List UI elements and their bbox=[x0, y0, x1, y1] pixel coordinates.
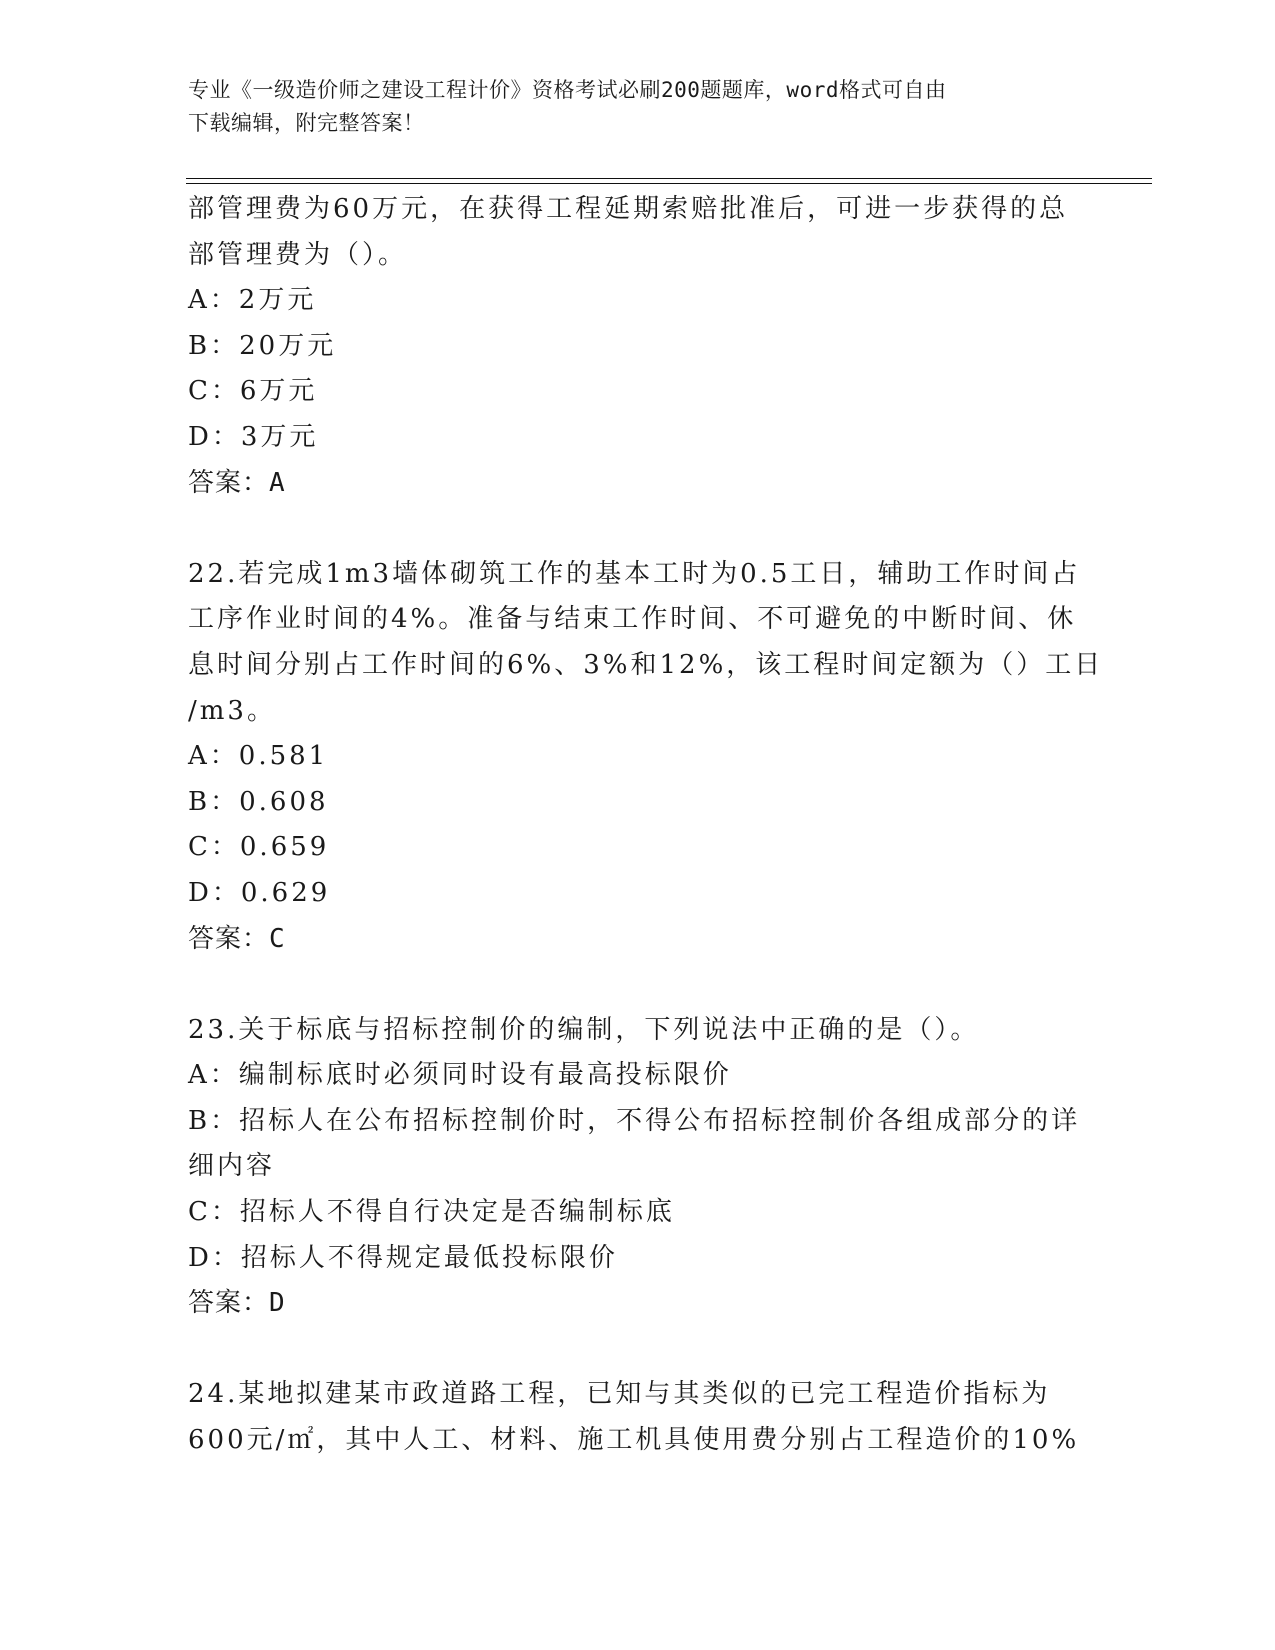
question-stem: 22.若完成1m3墙体砌筑工作的基本工时为0.5工日，辅助工作时间占 bbox=[188, 558, 1081, 589]
option-a: A：编制标底时必须同时设有最高投标限价 bbox=[188, 1060, 732, 1091]
option-c: C：0.659 bbox=[188, 832, 330, 863]
question-stem: 600元/㎡，其中人工、材料、施工机具使用费分别占工程造价的10% bbox=[188, 1425, 1080, 1456]
header-line: 下载编辑，附完整答案！ bbox=[188, 111, 425, 135]
document-body bbox=[188, 187, 1104, 1464]
question-stem: /m3。 bbox=[188, 695, 276, 726]
header-rule-top bbox=[186, 178, 1152, 179]
header-rule-bottom bbox=[186, 183, 1152, 184]
question-stem: 工序作业时间的4%。准备与结束工作时间、不可避免的中断时间、休 bbox=[188, 604, 1077, 635]
header-line: 专业《一级造价师之建设工程计价》资格考试必刷200题题库，word格式可自由 bbox=[188, 78, 947, 102]
question-stem: 息时间分别占工作时间的6%、3%和12%，该工程时间定额为（）工日 bbox=[188, 649, 1104, 680]
spacer bbox=[188, 1327, 1088, 1373]
question-stem: 23.关于标底与招标控制价的编制，下列说法中正确的是（）。 bbox=[188, 1014, 980, 1045]
question-23 bbox=[188, 1008, 1088, 1327]
option-b: B：0.608 bbox=[188, 786, 329, 817]
document-header bbox=[188, 74, 1068, 140]
option-a: A：2万元 bbox=[188, 285, 317, 316]
answer-line: 答案：A bbox=[188, 467, 286, 498]
option-b-continued: 细内容 bbox=[188, 1151, 276, 1182]
question-22 bbox=[188, 552, 1104, 962]
option-d: D：0.629 bbox=[188, 877, 331, 908]
question-stem: 部管理费为（）。 bbox=[188, 239, 408, 270]
option-b: B：20万元 bbox=[188, 330, 337, 361]
spacer bbox=[188, 962, 1088, 1008]
question-24 bbox=[188, 1372, 1088, 1463]
question-21 bbox=[188, 187, 1088, 506]
question-stem: 部管理费为60万元，在获得工程延期索赔批准后，可进一步获得的总 bbox=[188, 194, 1069, 224]
answer-line: 答案：C bbox=[188, 923, 286, 954]
option-c: C：招标人不得自行决定是否编制标底 bbox=[188, 1197, 675, 1228]
option-c: C：6万元 bbox=[188, 376, 318, 407]
spacer bbox=[188, 506, 1088, 552]
option-d: D：招标人不得规定最低投标限价 bbox=[188, 1242, 618, 1273]
option-b: B：招标人在公布招标控制价时，不得公布招标控制价各组成部分的详 bbox=[188, 1105, 1081, 1136]
option-d: D：3万元 bbox=[188, 421, 319, 452]
question-stem: 24.某地拟建某市政道路工程，已知与其类似的已完工程造价指标为 bbox=[188, 1379, 1051, 1410]
option-a: A：0.581 bbox=[188, 741, 329, 772]
answer-line: 答案：D bbox=[188, 1288, 286, 1319]
